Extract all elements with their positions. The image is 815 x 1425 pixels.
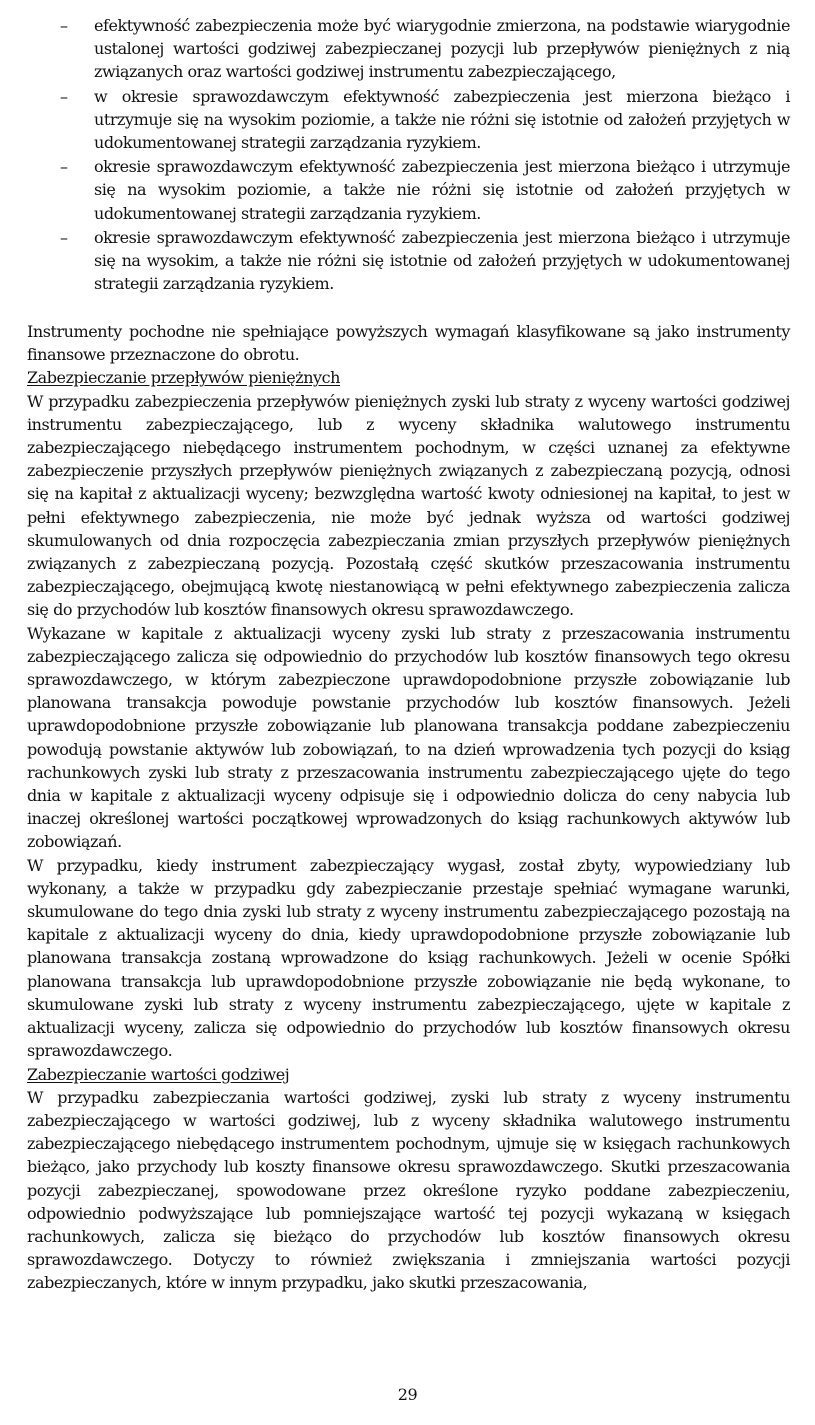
list-item-text: okresie sprawozdawczym efektywność zabezpieczenia jest mierzona bieżąco i utrzymuje się na wysokim poziomie, a także nie różni się istotnie od założeń przyjętych w udokumentowanej strategii zarządzania ryzykiem. <box>94 157 790 223</box>
section-heading-cash-flow-hedge: Zabezpieczanie przepływów pieniężnych <box>27 368 341 388</box>
page-number: 29 <box>397 1385 418 1404</box>
list-item <box>28 85 790 155</box>
bullet-dash: – <box>60 86 68 106</box>
list-item <box>28 226 790 296</box>
paragraph: W przypadku zabezpieczenia przepływów pieniężnych zyski lub straty z wyceny wartości godziwej instrumentu zabezpieczającego, lub z wyceny składnika walutowego instrumentu zabezpieczającego niebędącego instrumentem pochodnym, w części uznanej za efektywne zabezpieczenie przyszłych przepływów pieniężnych związanych z zabezpieczaną pozycją, odnosi się na kapitał z aktualizacji wyceny; bezwzględna wartość kwoty odniesionej na kapitał, to jest w pełni efektywnego zabezpieczenia, nie może być jednak wyższa od wartości godziwej skumulowanych od dnia rozpoczęcia zabezpieczania zmian przyszłych przepływów pieniężnych związanych z zabezpieczaną pozycją. Pozostałą część skutków przeszacowania instrumentu zabezpieczającego, obejmującą kwotę niestanowiącą w pełni efektywnego zabezpieczenia zalicza się do przychodów lub kosztów finansowych okresu sprawozdawczego. <box>27 391 790 620</box>
list-item <box>28 14 790 84</box>
paragraph: W przypadku, kiedy instrument zabezpieczający wygasł, został zbyty, wypowiedziany lub wykonany, a także w przypadku gdy zabezpieczanie przestaje spełniać wymagane warunki, skumulowane do tego dnia zyski lub straty z wyceny instrumentu zabezpieczającego pozostają na kapitale z aktualizacji wyceny do dnia, kiedy uprawdopodobnione przyszłe zobowiązanie lub planowana transakcja zostaną wprowadzone do ksiąg rachunkowych. Jeżeli w ocenie Spółki planowana transakcja lub uprawdopodobnione przyszłe zobowiązanie nie będą wykonane, to skumulowane zyski lub straty z wyceny instrumentu zabezpieczającego, ujęte w kapitale z aktualizacji wyceny, zalicza się odpowiednio do przychodów lub kosztów finansowych okresu sprawozdawczego. <box>27 855 790 1061</box>
paragraph: Wykazane w kapitale z aktualizacji wyceny zyski lub straty z przeszacowania instrumentu zabezpieczającego zalicza się odpowiednio do przychodów lub kosztów finansowych tego okresu sprawozdawczego, w którym zabezpieczone uprawdopodobnione przyszłe zobowiązanie lub planowana transakcja powoduje powstanie przychodów lub kosztów finansowych. Jeżeli uprawdopodobnione przyszłe zobowiązanie lub planowana transakcja poddane zabezpieczeniu powodują powstanie aktywów lub zobowiązań, to na dzień wprowadzenia tych pozycji do ksiąg rachunkowych zyski lub straty z przeszacowania instrumentu zabezpieczającego ujęte do tego dnia w kapitale z aktualizacji wyceny odpisuje się i odpowiednio dolicza do ceny nabycia lub inaczej określonej wartości początkowej wprowadzonych do ksiąg rachunkowych aktywów lub zobowiązań. <box>27 623 790 852</box>
paragraph: W przypadku zabezpieczania wartości godziwej, zyski lub straty z wyceny instrumentu zabezpieczającego w wartości godziwej, lub z wyceny składnika walutowego instrumentu zabezpieczającego niebędącego instrumentem pochodnym, ujmuje się w księgach rachunkowych bieżąco, jako przychody lub koszty finansowe okresu sprawozdawczego. Skutki przeszacowania pozycji zabezpieczanej, spowodowane przez określone ryzyko poddane zabezpieczeniu, odpowiednio podwyższające lub pomniejszające wartość tej pozycji wykazaną w księgach rachunkowych, zalicza się bieżąco do przychodów lub kosztów finansowych okresu sprawozdawczego. Dotyczy to również zwiększania i zmniejszania wartości pozycji zabezpieczanych, które w innym przypadku, jako skutki przeszacowania, <box>27 1087 790 1293</box>
bullet-dash: – <box>60 227 68 247</box>
body-text <box>27 320 790 1295</box>
bullet-dash: – <box>60 16 68 35</box>
bullet-dash: – <box>60 157 68 177</box>
list-item-text: okresie sprawozdawczym efektywność zabezpieczenia jest mierzona bieżąco i utrzymuje się na wysokim, a także nie różni się istotnie od założeń przyjętych w udokumentowanej strategii zarządzania ryzykiem. <box>94 227 790 294</box>
list-item <box>28 155 790 225</box>
list-item-text: w okresie sprawozdawczym efektywność zabezpieczenia jest mierzona bieżąco i utrzymuje się na wysokim poziomie, a także nie różni się istotnie od założeń przyjętych w udokumentowanej strategii zarządzania ryzykiem. <box>94 86 790 153</box>
intro-paragraph: Instrumenty pochodne nie spełniające powyższych wymagań klasyfikowane są jako instrumenty finansowe przeznaczone do obrotu. <box>27 322 790 365</box>
section-heading-fair-value-hedge: Zabezpieczanie wartości godziwej <box>27 1064 290 1084</box>
requirements-list <box>28 14 790 296</box>
list-item-text: efektywność zabezpieczenia może być wiarygodnie zmierzona, na podstawie wiarygodnie ustalonej wartości godziwej zabezpieczanej pozycji lub przepływów pieniężnych z nią związanych oraz wartości godziwej instrumentu zabezpieczającego, <box>94 16 790 82</box>
